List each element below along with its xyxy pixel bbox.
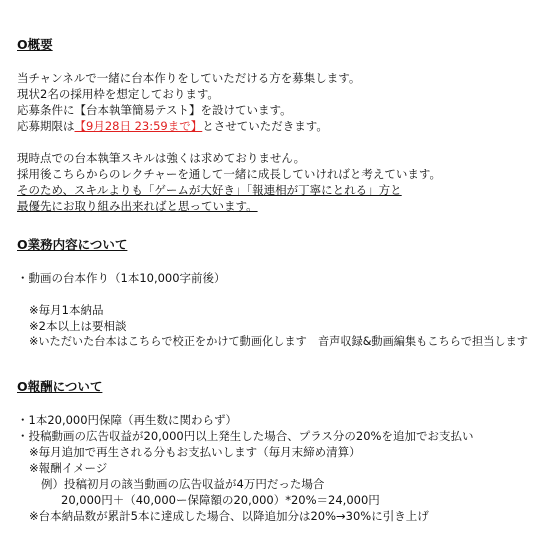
duties-note-3: ※いただいた台本はこちらで校正をかけて動画化します 音声収録&動画編集もこちらで担当します xyxy=(29,335,528,348)
overview-line-8: 最優先にお取り組み出来ればと思っています。 xyxy=(17,199,258,213)
duties-note-2: ※2本以上は要相談 xyxy=(29,319,127,333)
overview-heading: O概要 xyxy=(17,37,53,52)
duties-note-1: ※毎月1本納品 xyxy=(29,303,104,317)
overview-line-1: 当チャンネルで一緒に台本作りをしていただける方を募集します。 xyxy=(17,71,361,85)
overview-line-3: 応募条件に【台本執筆簡易テスト】を設けています。 xyxy=(17,103,292,117)
deadline-suffix: とさせていただきます。 xyxy=(202,119,328,133)
overview-line-5: 現時点での台本執筆スキルは強くは求めておりません。 xyxy=(17,151,306,165)
overview-line-2: 現状2名の採用枠を想定しております。 xyxy=(17,87,219,101)
reward-item-1: ・1本20,000円保障（再生数に関わらず） xyxy=(17,413,238,427)
reward-note-3: ※台本納品数が累計5本に達成した場合、以降追加分は20%→30%に引き上げ xyxy=(29,509,429,523)
duties-item-1: ・動画の台本作り（1本10,000字前後） xyxy=(17,271,226,285)
reward-example-2: 20,000円＋（40,000ー保障額の20,000）*20%＝24,000円 xyxy=(61,493,380,507)
duties-heading: O業務内容について xyxy=(17,237,128,252)
overview-line-6: 採用後こちらからのレクチャーを通して一緒に成長していければと考えています。 xyxy=(17,167,442,181)
reward-item-2: ・投稿動画の広告収益が20,000円以上発生した場合、プラス分の20%を追加でお支払い xyxy=(17,429,474,443)
deadline-value: 【9月28日 23:59まで】 xyxy=(74,119,203,133)
deadline-prefix: 応募期限は xyxy=(17,119,75,133)
reward-example-1: 例）投稿初月の該当動画の広告収益が4万円だった場合 xyxy=(41,477,325,491)
reward-heading: O報酬について xyxy=(17,379,103,394)
reward-note-1: ※毎月追加で再生される分もお支払いします（毎月末締め清算） xyxy=(29,445,361,459)
overview-deadline-line xyxy=(17,118,328,134)
reward-note-2: ※報酬イメージ xyxy=(29,461,108,475)
overview-line-7: そのため、スキルよりも「ゲームが大好き」「報連相が丁寧にとれる」方と xyxy=(17,183,402,197)
